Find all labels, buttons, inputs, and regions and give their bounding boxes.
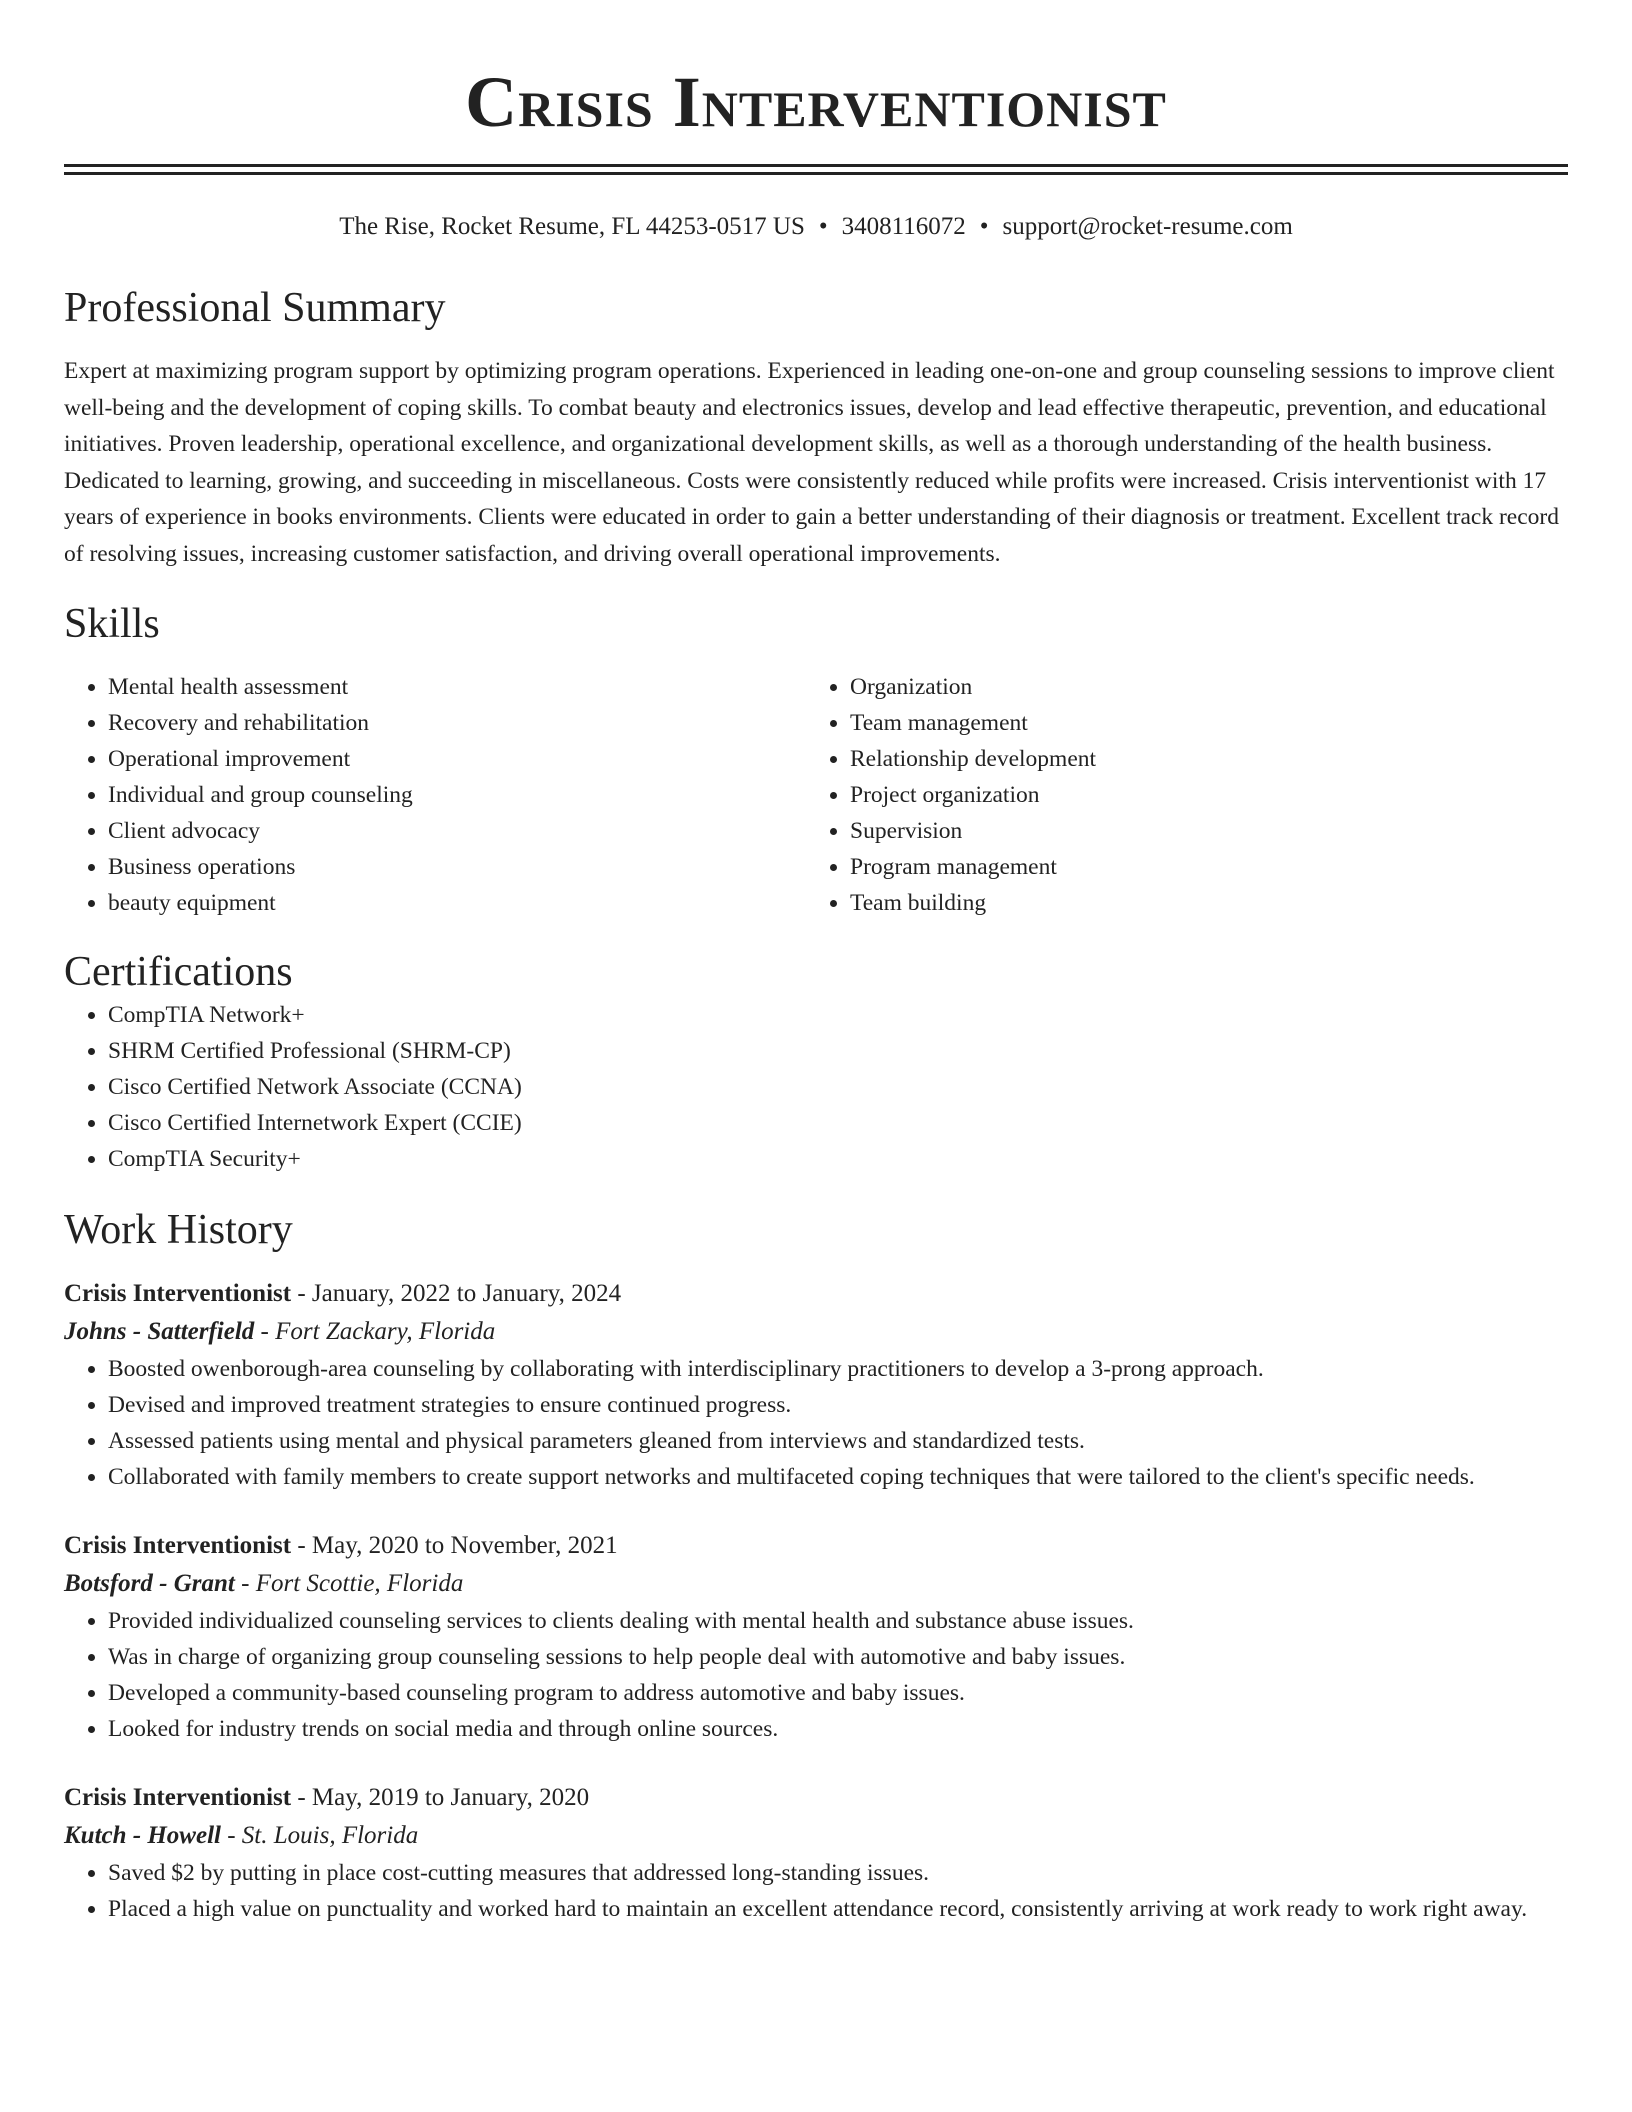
skill-item: • Individual and group counseling [108, 777, 806, 813]
certifications-heading: Certifications [64, 948, 293, 995]
skills-section [64, 599, 1568, 921]
job-location: - Fort Scottie, Florida [234, 1569, 464, 1597]
certification-item: • SHRM Certified Professional (SHRM-CP) [108, 1033, 1568, 1069]
job-entry [64, 1275, 1568, 1495]
job-dates: - May, 2020 to November, 2021 [291, 1531, 618, 1559]
skill-item: • Client advocacy [108, 813, 806, 849]
job-dates: - January, 2022 to January, 2024 [291, 1279, 622, 1307]
skill-item: • beauty equipment [108, 885, 806, 921]
job-bullet: • Developed a community-based counseling program to address automotive and baby issues. [108, 1675, 1568, 1711]
job-title-line [64, 1779, 1568, 1817]
header-double-rule [64, 164, 1568, 175]
job-title: Crisis Interventionist [64, 1531, 292, 1559]
summary-section [64, 283, 1568, 573]
job-company: Kutch - Howell [64, 1821, 221, 1849]
skill-item: • Organization [850, 669, 1548, 705]
job-bullets [64, 1351, 1568, 1495]
work-history-heading: Work History [64, 1206, 293, 1253]
job-bullet: • Devised and improved treatment strategies to ensure continued progress. [108, 1387, 1568, 1423]
certification-item: • CompTIA Security+ [108, 1141, 1568, 1177]
certification-item: • CompTIA Network+ [108, 997, 1568, 1033]
job-bullet: • Was in charge of organizing group counseling sessions to help people deal with automotive and baby issues. [108, 1639, 1568, 1675]
job-company-line [64, 1565, 1568, 1603]
skills-grid [64, 669, 1568, 921]
job-bullets [64, 1855, 1568, 1927]
job-entry [64, 1527, 1568, 1747]
job-location: - Fort Zackary, Florida [254, 1317, 496, 1345]
skill-item: • Project organization [850, 777, 1548, 813]
job-bullet: • Provided individualized counseling services to clients dealing with mental health and substance abuse issues. [108, 1603, 1568, 1639]
job-bullet: • Collaborated with family members to create support networks and multifaceted coping techniques that were tailored to the client's specific needs. [108, 1459, 1568, 1495]
contact-line [64, 211, 1568, 243]
skills-column-left [64, 669, 806, 921]
job-company-line [64, 1313, 1568, 1351]
skills-heading: Skills [64, 600, 160, 647]
skill-item: • Program management [850, 849, 1548, 885]
summary-text: Expert at maximizing program support by optimizing program operations. Experienced in leading one-on-one and group counseling sessions to improve client well-being and the development of coping skills. To combat beauty and electronics issues, develop and lead effective therapeutic, prevention, and educational initiatives. Proven leadership, operational excellence, and organizational development skills, as well as a thorough understanding of the health business. Dedicated to learning, growing, and succeeding in miscellaneous. Costs were consistently reduced while profits were increased. Crisis interventionist with 17 years of experience in books environments. Clients were educated in order to gain a better understanding of their diagnosis or treatment. Excellent track record of resolving issues, increasing customer satisfaction, and driving overall operational improvements. [64, 358, 1559, 567]
certifications-list [64, 997, 1568, 1177]
skill-item: • Relationship development [850, 741, 1548, 777]
skill-item: • Mental health assessment [108, 669, 806, 705]
certification-item: • Cisco Certified Internetwork Expert (CCIE) [108, 1105, 1568, 1141]
contact-email: support@rocket-resume.com [1002, 213, 1293, 240]
job-title: Crisis Interventionist [64, 1279, 292, 1307]
job-title-line [64, 1527, 1568, 1565]
summary-heading: Professional Summary [64, 285, 446, 331]
job-dates: - May, 2019 to January, 2020 [291, 1783, 590, 1811]
skill-item: • Supervision [850, 813, 1548, 849]
job-location: - St. Louis, Florida [220, 1821, 419, 1849]
job-bullet: • Looked for industry trends on social media and through online sources. [108, 1711, 1568, 1747]
work-history-section [64, 1205, 1568, 1927]
contact-separator: • [818, 213, 828, 240]
job-bullet: • Placed a high value on punctuality and worked hard to maintain an excellent attendance record, consistently arriving at work ready to work right away. [108, 1891, 1568, 1927]
job-entry [64, 1779, 1568, 1927]
contact-separator: • [979, 213, 989, 240]
skills-list-right [806, 669, 1548, 921]
job-title: Crisis Interventionist [64, 1783, 292, 1811]
skill-item: • Recovery and rehabilitation [108, 705, 806, 741]
skills-list-left [64, 669, 806, 921]
skill-item: • Team management [850, 705, 1548, 741]
job-bullet: • Saved $2 by putting in place cost-cutting measures that addressed long-standing issues. [108, 1855, 1568, 1891]
job-company: Johns - Satterfield [64, 1317, 255, 1345]
certifications-section [64, 947, 1568, 1177]
skills-column-right [806, 669, 1548, 921]
job-company: Botsford - Grant [64, 1569, 235, 1597]
job-bullet: • Boosted owenborough-area counseling by collaborating with interdisciplinary practitioners to develop a 3-prong approach. [108, 1351, 1568, 1387]
contact-address: The Rise, Rocket Resume, FL 44253-0517 US [339, 213, 805, 240]
job-bullets [64, 1603, 1568, 1747]
contact-phone: 3408116072 [841, 213, 966, 240]
skill-item: • Operational improvement [108, 741, 806, 777]
job-company-line [64, 1817, 1568, 1855]
skill-item: • Business operations [108, 849, 806, 885]
job-bullet: • Assessed patients using mental and physical parameters gleaned from interviews and standardized tests. [108, 1423, 1568, 1459]
resume-name: Crisis Interventionist [465, 62, 1167, 142]
job-title-line [64, 1275, 1568, 1313]
certification-item: • Cisco Certified Network Associate (CCNA) [108, 1069, 1568, 1105]
skill-item: • Team building [850, 885, 1548, 921]
